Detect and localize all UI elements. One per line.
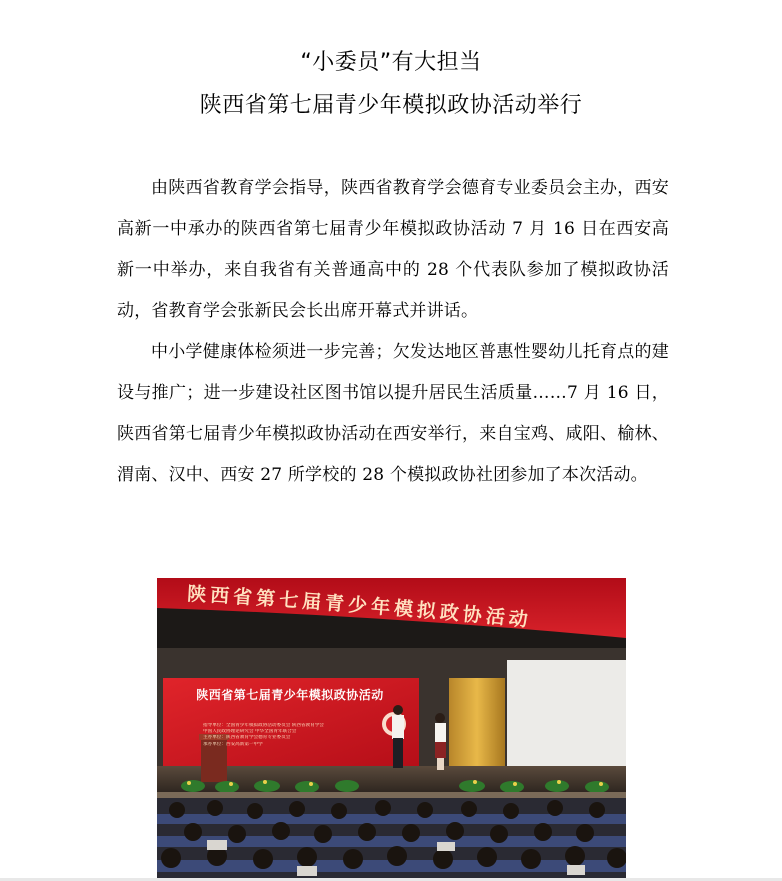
paragraph-1: 由陕西省教育学会指导，陕西省教育学会德育专业委员会主办，西安高新一中承办的陕西省第七届青少年模拟政协活动 7 月 16 日在西安高新一中举办，来自我省有关普通高中的 28 个代表队参加了模拟政协活动，省教育学会张新民会长出席开幕式并讲话。 bbox=[117, 178, 669, 321]
credit-line-4: 承办单位：西安高新第一中学 bbox=[203, 741, 263, 747]
credit-line-3: 主办单位：陕西省教育学会德育专业委员会 bbox=[203, 735, 291, 741]
screen-title: 陕西省第七届青少年模拟政协活动 bbox=[196, 688, 384, 702]
audience bbox=[157, 798, 626, 881]
credit-line-2: 中国人民政协理论研究会 中华全国青年联合会 bbox=[203, 729, 297, 735]
stage-curtain bbox=[449, 678, 505, 774]
paragraph-2: 中小学健康体检须进一步完善；欠发达地区普惠性婴幼儿托育点的建设与推广；进一步建设社区图书馆以提升居民生活质量……7 月 16 日，陕西省第七届青少年模拟政协活动在西安举行，来自宝鸡、咸阳、榆林、渭南、汉中、西安 27 所学校的 28 个模拟政协社团参加了本次活动。 bbox=[117, 342, 669, 485]
headline-line-2: 陕西省第七届青少年模拟政协活动举行 bbox=[199, 93, 583, 118]
article-body bbox=[117, 168, 669, 496]
banner-caption: 陕西省第七届青少年模拟政协活动 bbox=[186, 583, 533, 632]
event-photo bbox=[157, 578, 626, 881]
screen-credits bbox=[203, 723, 413, 748]
credit-line-1: 指导单位：全国青少年模拟政协活动委员会 陕西省教育学会 bbox=[203, 723, 324, 728]
headline-line-1: “小委员”有大担当 bbox=[300, 50, 482, 75]
